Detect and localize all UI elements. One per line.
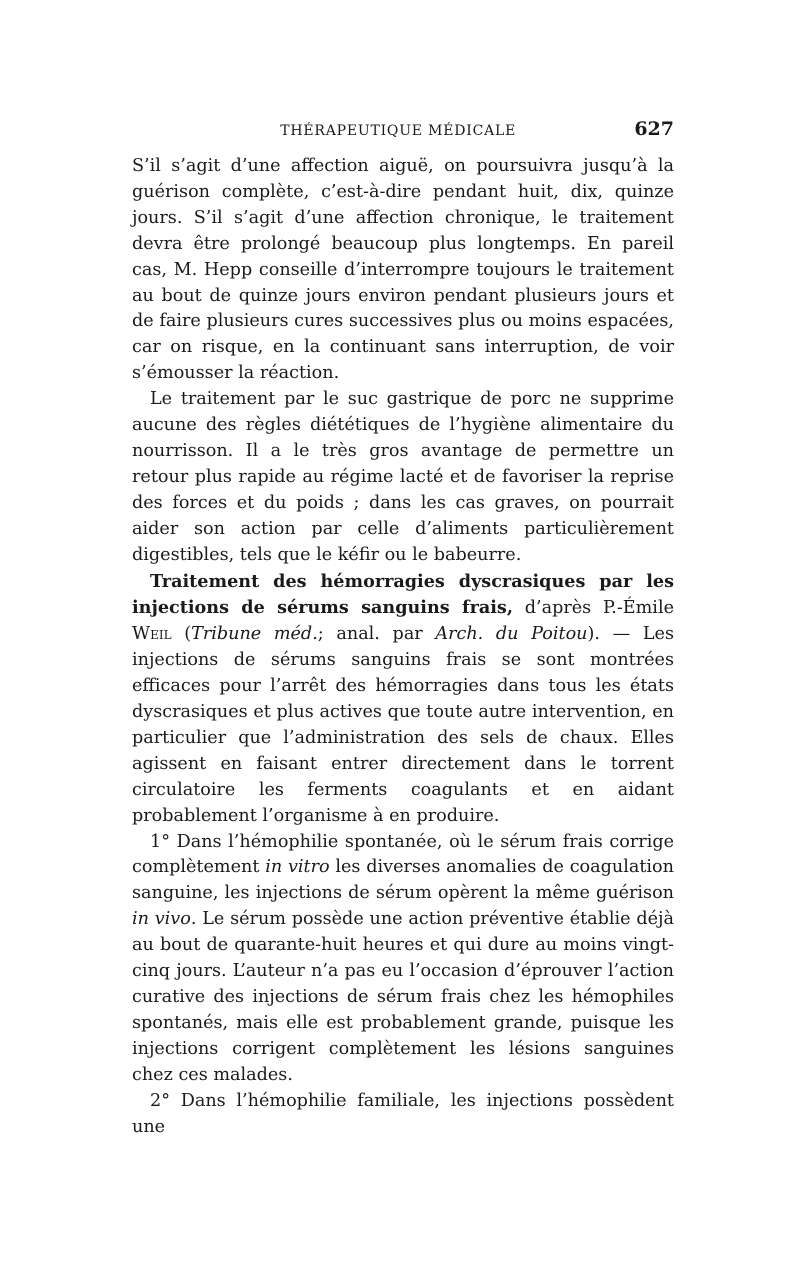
p4-italic-in-vivo: in vivo (132, 909, 191, 930)
section-paragraph (132, 569, 674, 830)
page (132, 118, 674, 1140)
p4-part-c: . Le sérum possède une action préventive établie déjà au bout de quarante-huit heures et qui dure au moins vingt-cinq jours. L’auteur n’a pas eu l’occasion d’éprouver l’action curative des injections de sérum frais chez les hémophiles spontanés, mais elle est probablement grande, puisque les injections corrigent complètement les lésions sanguines chez ces malades. (132, 909, 674, 1085)
source-name: Arch. du Poitou (435, 624, 588, 645)
author-name: Weil (132, 624, 172, 645)
section-text: Les injections de sérums sanguins frais se sont montrées efficaces pour l’arrêt des hémorragies dans tous les états dyscrasiques et plus actives que toute autre intervention, en particulier que l’administration des sels de chaux. Elles agissent en faisant entrer directement dans le torrent circulatoire les ferments coagulants et en aidant probablement l’organisme à en produire. (132, 624, 674, 826)
p4-part-a: 1° Dans l’hémophilie spontanée, où le sérum frais corrige complètement (132, 831, 674, 878)
running-title: THÉRAPEUTIQUE MÉDICALE (280, 123, 517, 139)
section-after: d’après P.-Émile (512, 598, 674, 619)
p4-part-b: les diverses anomalies de coagulation sanguine, les injections de sérum opèrent la même guérison (132, 857, 674, 904)
paragraph-1: S’il s’agit d’une affection aiguë, on poursuivra jusqu’à la guérison complète, c’est-à-dire pendant huit, dix, quinze jours. S’il s’agit d’une affection chronique, le traitement devra être prolongé beaucoup plus longtemps. En pareil cas, M. Hepp conseille d’interrompre toujours le traitement au bout de quinze jours environ pendant plusieurs jours et de faire plusieurs cures successives plus ou moins espacées, car on risque, en la continuant sans interruption, de voir s’émousser la réaction. (132, 156, 674, 384)
section-open: ( (171, 624, 192, 645)
paragraph-5: 2° Dans l’hémophilie familiale, les injections possèdent une (132, 1090, 674, 1137)
paragraph-2: Le traitement par le suc gastrique de porc ne supprime aucune des règles diététiques de l’hygiène alimentaire du nourrisson. Il a le très gros avantage de permettre un retour plus rapide au régime lacté et de favoriser la reprise des forces et du poids ; dans les cas graves, on pourrait aider son action par celle d’aliments particulièrement digestibles, tels que le kéfir ou le babeurre. (132, 389, 674, 565)
journal-name: Tribune méd. (191, 624, 318, 645)
running-header (132, 118, 674, 148)
section-title: Traitement des hémorragies dyscrasiques par les injections de sérums sanguins frais, (132, 570, 674, 619)
p4-italic-in-vitro: in vitro (265, 857, 330, 878)
page-number: 627 (634, 118, 674, 140)
body-text (132, 154, 674, 1140)
section-close: ). — (587, 624, 643, 645)
paragraph-4 (132, 830, 674, 1089)
section-mid: ; anal. par (317, 624, 436, 645)
